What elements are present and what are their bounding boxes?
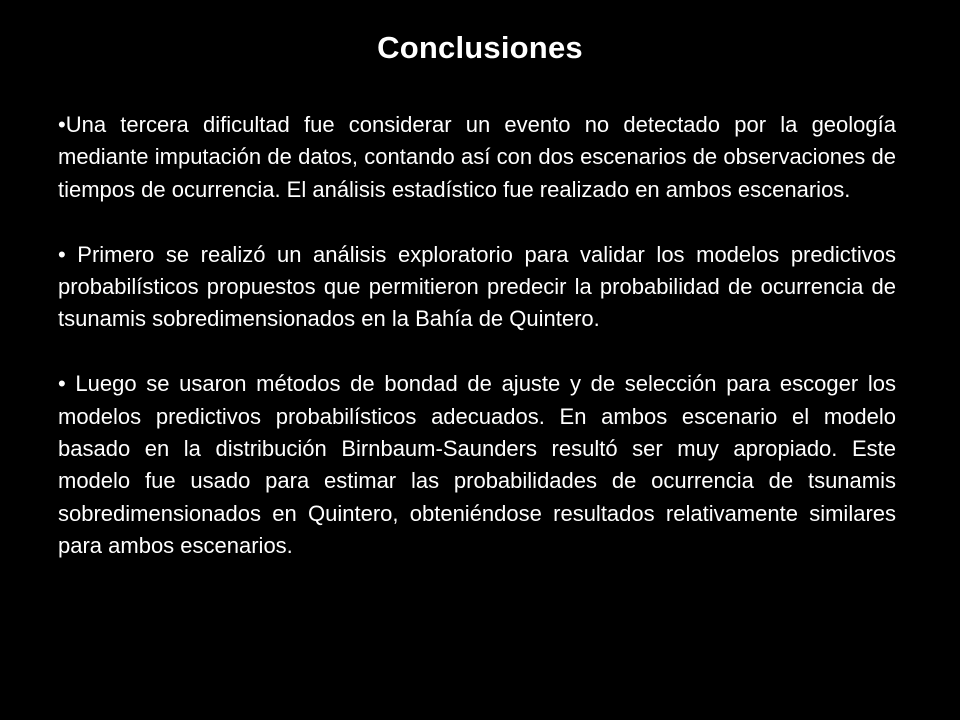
conclusion-text-1: Una tercera dificultad fue considerar un evento no detectado por la geología mediante imputación de datos, contando así con dos escenarios de observaciones de tiempos de ocurrencia. El análisis estadístico fue realizado en ambos escenarios. bbox=[58, 112, 896, 202]
conclusions-body bbox=[58, 109, 896, 563]
conclusion-paragraph-2 bbox=[58, 239, 896, 336]
conclusion-text-3: Luego se usaron métodos de bondad de ajuste y de selección para escoger los modelos predictivos probabilísticos adecuados. En ambos escenario el modelo basado en la distribución Birnbaum-Saunders resultó ser muy apropiado. Este modelo fue usado para estimar las probabilidades de ocurrencia de tsunamis sobredimensionados en Quintero, obteniéndose resultados relativamente similares para ambos escenarios. bbox=[58, 371, 896, 559]
bullet-icon: • bbox=[58, 241, 66, 267]
bullet-icon: • bbox=[58, 112, 66, 137]
bullet-icon: • bbox=[58, 371, 66, 397]
conclusion-text-2: Primero se realizó un análisis exploratorio para validar los modelos predictivos probabilísticos propuestos que permitieron predecir la probabilidad de ocurrencia de tsunamis sobredimensionados en la Bahía de Quintero. bbox=[58, 241, 896, 332]
slide-title: Conclusiones bbox=[377, 30, 583, 65]
bullet-separator bbox=[66, 242, 78, 267]
conclusion-paragraph-3 bbox=[58, 368, 896, 562]
conclusion-paragraph-1 bbox=[58, 109, 896, 206]
bullet-separator bbox=[66, 371, 76, 396]
